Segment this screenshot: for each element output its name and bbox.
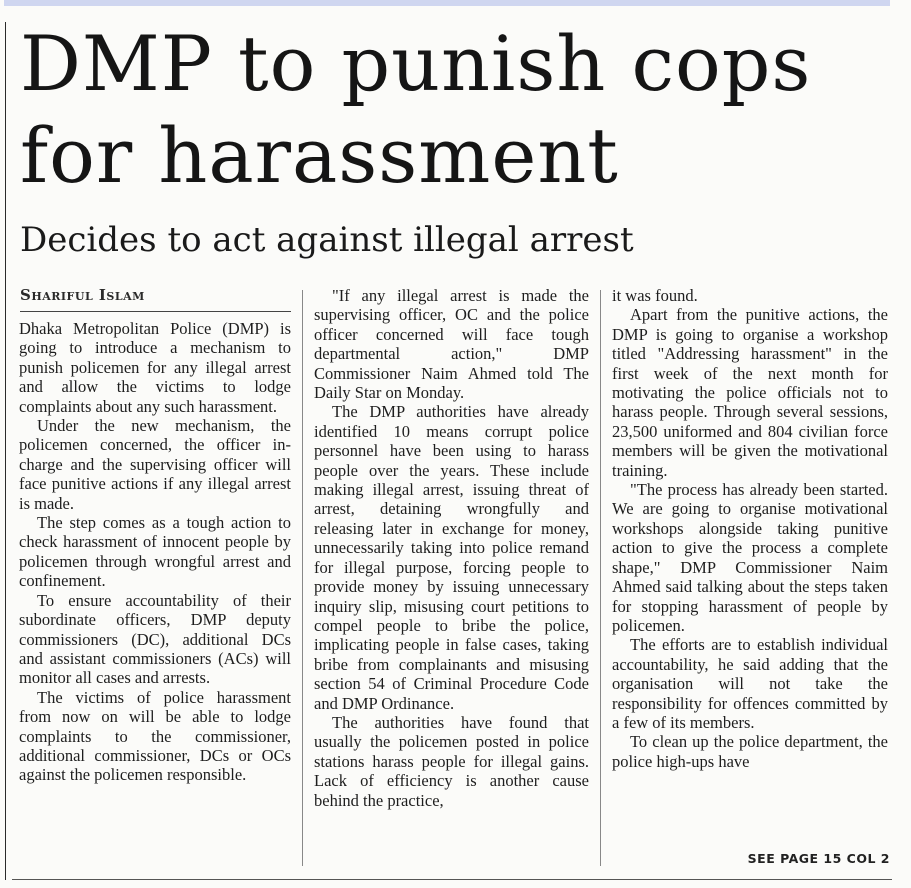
top-border-rule bbox=[4, 0, 890, 6]
subheadline: Decides to act against illegal arrest bbox=[20, 220, 634, 260]
paragraph: The victims of police harassment from now on will be able to lodge complaints to the commissioner, additional commissioner, DCs or OCs against the policemen responsible. bbox=[19, 687, 291, 785]
column-divider bbox=[600, 290, 601, 866]
paragraph: The efforts are to establish individual accountability, he said adding that the organisation will not take the responsibility for offences committed by a few of its members. bbox=[612, 635, 888, 732]
headline bbox=[20, 18, 900, 202]
paragraph: "The process has already been started. We are going to organise motivational workshops alongside taking punitive action to give the process a complete shape," DMP Commissioner Naim Ahmed said talking about the steps taken for stopping harassment of people by policemen. bbox=[612, 480, 888, 635]
paragraph: Under the new mechanism, the policemen concerned, the officer in-charge and the supervising officer will face punitive actions if any illegal arrest is made. bbox=[19, 416, 291, 513]
bottom-border-rule bbox=[12, 879, 892, 880]
paragraph: The authorities have found that usually the policemen posted in police stations harass people for illegal gains. Lack of efficiency is another cause behind the practice, bbox=[314, 712, 589, 810]
paragraph: "If any illegal arrest is made the supervising officer, OC and the police officer concerned will face tough departmental action," DMP Commissioner Naim Ahmed told The Daily Star on Monday. bbox=[314, 286, 589, 403]
paragraph: Apart from the punitive actions, the DMP is going to organise a workshop titled "Addressing harassment" in the first week of the next month for motivating the police officials not to harass people. Through several sessions, 23,500 uniformed and 804 civilian force members will be given the motivational training. bbox=[612, 305, 888, 480]
column-divider bbox=[302, 290, 303, 866]
paragraph: it was found. bbox=[612, 286, 698, 305]
continuation-jump-line: SEE PAGE 15 COL 2 bbox=[747, 851, 890, 866]
article-column-3 bbox=[612, 286, 888, 771]
headline-line-2: for harassment bbox=[20, 111, 619, 200]
paragraph: Dhaka Metropolitan Police (DMP) is going to introduce a mechanism to punish policemen for any illegal arrest and allow the victims to lodge complaints about any such harassment. bbox=[19, 319, 291, 416]
paragraph: The DMP authorities have already identified 10 means corrupt police personnel have been using to harass people over the years. These include making illegal arrest, issuing threat of arrest, detaining wrongfully and releasing later in exchange for money, unnecessarily taking into police remand for illegal purpose, forcing people to provide money by issuing unnecessary inquiry slip, misusing court petitions to compel people to bribe the police, implicating people in false cases, taking bribe from complainants and misusing section 54 of Criminal Procedure Code and DMP Ordinance. bbox=[314, 402, 589, 713]
byline: Shariful Islam bbox=[20, 286, 145, 304]
byline-rule bbox=[20, 311, 291, 312]
article-column-2 bbox=[314, 286, 589, 810]
article-column-1 bbox=[19, 319, 291, 785]
paragraph: To clean up the police department, the police high-ups have bbox=[612, 732, 888, 771]
headline-line-1: DMP to punish cops bbox=[20, 19, 812, 108]
paragraph: The step comes as a tough action to check harassment of innocent people by policemen through wrongful arrest and confinement. bbox=[19, 513, 291, 591]
paragraph: To ensure accountability of their subordinate officers, DMP deputy commissioners (DC), additional DCs and assistant commissioners (ACs) will monitor all cases and arrests. bbox=[19, 590, 291, 688]
left-border-rule bbox=[5, 22, 6, 880]
